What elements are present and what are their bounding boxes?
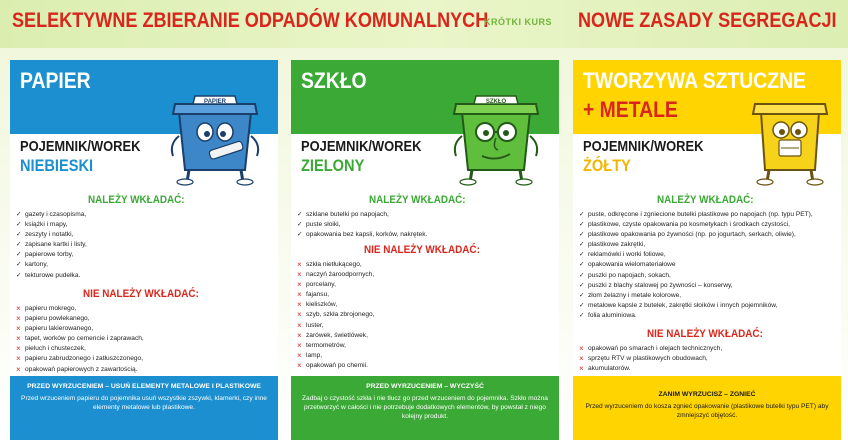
list-item: × tapet, worków po cemencie i zaprawach, <box>16 334 144 344</box>
list-item: ✓ reklamówki i worki foliowe, <box>579 250 813 260</box>
list-item: ✓ zapisane kartki i listy, <box>16 240 87 250</box>
blue-bin-mascot-icon <box>165 78 265 186</box>
green-bin-mascot-icon <box>446 78 546 186</box>
glass-color-name: ZIELONY <box>301 156 365 175</box>
paper-footer-text: Przed wrzuceniem papieru do pojemnika usuń wszystkie zszywki, klamerki, czy inne elementy metalowe lub plastikowe. <box>21 395 267 411</box>
list-item: ✓ puste słoiki, <box>297 220 427 230</box>
list-item: ✓ plastikowe opakowania po żywności (np. po jogurtach, serkach, oliwie), <box>579 230 813 240</box>
list-item: × papieru mokrego, <box>16 304 144 314</box>
glass-title: SZKŁO <box>301 68 367 93</box>
header-course-label: KRÓTKI KURS <box>484 17 552 27</box>
list-item: × naczyń żaroodpornych, <box>297 270 375 280</box>
paper-container-label: POJEMNIK/WOREK <box>20 138 141 155</box>
header-title-right: NOWE ZASADY SEGREGACJI <box>578 9 837 32</box>
paper-footer <box>10 376 278 440</box>
plastic-footer-text: Przed wyrzuceniem do kosza zgnieć opakowanie (plastikowe butelki typu PET) aby zmniejszyć objętość. <box>585 403 829 419</box>
list-item: × pieluch i chusteczek, <box>16 344 144 354</box>
glass-not-list <box>297 260 375 371</box>
glass-put-heading: NALEŻY WKŁADAĆ: <box>369 194 466 206</box>
paper-footer-title: PRZED WYRZUCENIEM – USUŃ ELEMENTY METALOWE I PLASTIKOWE <box>27 383 261 390</box>
plastic-put-list <box>579 210 813 321</box>
glass-footer <box>291 376 559 440</box>
list-item: × porcelany, <box>297 280 375 290</box>
list-item: × szkła nietłukącego, <box>297 260 375 270</box>
glass-footer-text: Zadbaj o czystość szkła i nie tłucz go przed wrzuceniem do pojemnika. Szkło można przetworzyć w całości i nie potrzebuje dodatkowych elementów, by powstał z niego kolejny produkt. <box>302 395 548 420</box>
list-item: ✓ folia aluminiowa. <box>579 311 813 321</box>
list-item: ✓ szklane butelki po napojach, <box>297 210 427 220</box>
plastic-footer-title: ZANIM WYRZUCISZ – ZGNIEĆ <box>658 391 756 398</box>
list-item: × fajansu, <box>297 290 375 300</box>
glass-put-list <box>297 210 427 240</box>
glass-footer-title: PRZED WYRZUCENIEM – WYCZYŚĆ <box>366 383 484 390</box>
plastic-title-metals: + METALE <box>583 97 678 122</box>
list-item: × papieru powlekanego, <box>16 314 144 324</box>
plastic-not-list <box>579 344 722 374</box>
page-header <box>0 0 848 48</box>
glass-not-heading: NIE NALEŻY WKŁADAĆ: <box>364 244 480 256</box>
plastic-container-label: POJEMNIK/WOREK <box>583 138 704 155</box>
paper-put-heading: NALEŻY WKŁADAĆ: <box>88 194 185 206</box>
paper-not-heading: NIE NALEŻY WKŁADAĆ: <box>83 288 199 300</box>
blue-bin-label: PAPIER <box>204 99 226 105</box>
list-item: ✓ tekturowe pudełka. <box>16 271 87 281</box>
column-glass <box>291 60 559 440</box>
plastic-footer <box>573 376 841 440</box>
plastic-put-heading: NALEŻY WKŁADAĆ: <box>657 194 754 206</box>
column-plastic-metal <box>573 60 841 440</box>
list-item: ✓ złom żelazny i metale kolorowe, <box>579 291 813 301</box>
list-item: × papieru zabrudzonego i zatłuszczonego, <box>16 354 144 364</box>
list-item: ✓ kartony, <box>16 260 87 270</box>
list-item: × żarówek, świetlówek, <box>297 331 375 341</box>
list-item: ✓ opakowania wielomateriałowe <box>579 260 813 270</box>
column-paper <box>10 60 278 440</box>
list-item: × szyb, szkła zbrojonego, <box>297 310 375 320</box>
list-item: × lamp, <box>297 351 375 361</box>
plastic-color-name: ŻÓŁTY <box>583 156 631 175</box>
list-item: ✓ książki i mapy, <box>16 220 87 230</box>
list-item: ✓ gazety i czasopisma, <box>16 210 87 220</box>
green-bin-label: SZKŁO <box>485 99 507 105</box>
yellow-bin-mascot-icon <box>745 78 835 186</box>
plastic-title: TWORZYWA SZTUCZNE <box>583 68 806 93</box>
list-item: × opakowań po smarach i olejach technicznych, <box>579 344 722 354</box>
list-item: ✓ puszki z blachy stalowej po żywności – konserwy, <box>579 281 813 291</box>
list-item: × papieru lakierowanego, <box>16 324 144 334</box>
list-item: × opakowań papierowych z zawartością. <box>16 365 144 375</box>
paper-title: PAPIER <box>20 68 91 93</box>
list-item: ✓ puste, odkręcone i zgniecione butelki plastikowe po napojach (np. typu PET), <box>579 210 813 220</box>
list-item: ✓ plastikowe zakrętki, <box>579 240 813 250</box>
list-item: × akumulatorów. <box>579 364 722 374</box>
list-item: ✓ opakowania bez kapsli, korków, nakrętek. <box>297 230 427 240</box>
list-item: × opakowań po chemii. <box>297 361 375 371</box>
paper-put-list <box>16 210 87 281</box>
glass-container-label: POJEMNIK/WOREK <box>301 138 422 155</box>
list-item: ✓ puszki po napojach, sokach, <box>579 271 813 281</box>
paper-not-list <box>16 304 144 375</box>
list-item: ✓ plastikowe, czyste opakowania po kosmetykach i środkach czystości, <box>579 220 813 230</box>
list-item: × luster, <box>297 321 375 331</box>
list-item: ✓ metalowe kapsle z butelek, zakrętki słoików i innych pojemników, <box>579 301 813 311</box>
list-item: × termometrów, <box>297 341 375 351</box>
list-item: ✓ zeszyty i notatki, <box>16 230 87 240</box>
list-item: ✓ papierowe torby, <box>16 250 87 260</box>
list-item: × kieliszków, <box>297 300 375 310</box>
paper-color-name: NIEBIESKI <box>20 156 94 175</box>
plastic-not-heading: NIE NALEŻY WKŁADAĆ: <box>647 328 763 340</box>
header-title-left: SELEKTYWNE ZBIERANIE ODPADÓW KOMUNALNYCH <box>12 9 489 32</box>
list-item: × sprzętu RTV w plastikowych obudowach, <box>579 354 722 364</box>
